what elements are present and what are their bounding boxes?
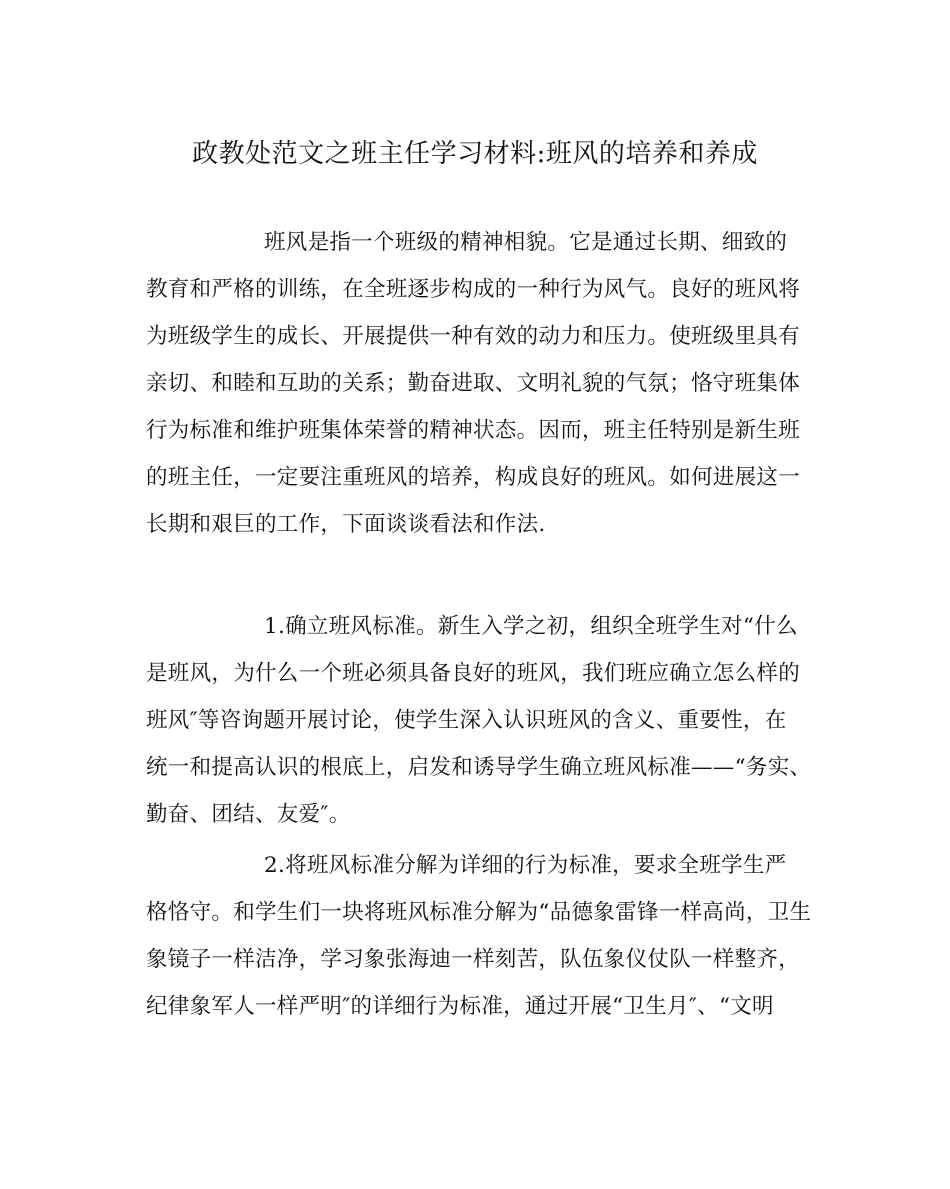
paragraph-2	[146, 603, 826, 838]
paragraph-line: 1.确立班风标准。新生入学之初，组织全班学生对“什么	[264, 614, 798, 639]
paragraph-line: 的班主任，一定要注重班风的培养，构成良好的班风。如何进展这一	[146, 465, 801, 490]
paragraph-1	[146, 219, 826, 548]
paragraph-line: 班风″等咨询题开展讨论，使学生深入认识班风的含义、重要性，在	[146, 708, 787, 733]
paragraph-line: 亲切、和睦和互助的关系；勤奋进取、文明礼貌的气氛；恪守班集体	[146, 371, 801, 396]
paragraph-line: 为班级学生的成长、开展提供一种有效的动力和压力。使班级里具有	[146, 324, 801, 349]
paragraph-line: 格恪守。和学生们一块将班风标准分解为“品德象雷锋一样高尚，卫生	[146, 900, 812, 925]
paragraph-line: 是班风，为什么一个班必须具备良好的班风，我们班应确立怎么样的	[146, 661, 801, 686]
paragraph-line: 勤奋、团结、友爱″。	[146, 802, 351, 827]
paragraph-line: 教育和严格的训练，在全班逐步构成的一种行为风气。良好的班风将	[146, 277, 801, 302]
paragraph-3	[146, 842, 826, 1030]
document-title: 政教处范文之班主任学习材料:班风的培养和养成	[192, 139, 758, 169]
paragraph-line: 行为标准和维护班集体荣誉的精神状态。因而，班主任特别是新生班	[146, 418, 801, 443]
paragraph-line: 2.将班风标准分解为详细的行为标准，要求全班学生严	[264, 853, 787, 878]
paragraph-line: 纪律象军人一样严明″的详细行为标准，通过开展“卫生月″、“文明	[146, 994, 774, 1019]
paragraph-line: 统一和提高认识的根底上，启发和诱导学生确立班风标准——“务实、	[146, 755, 812, 780]
paragraph-line: 班风是指一个班级的精神相貌。它是通过长期、细致的	[264, 230, 788, 255]
paragraph-line: 长期和艰巨的工作，下面谈谈看法和作法.	[146, 512, 546, 537]
paragraph-line: 象镜子一样洁净，学习象张海迪一样刻苦，队伍象仪仗队一样整齐，	[146, 947, 801, 972]
